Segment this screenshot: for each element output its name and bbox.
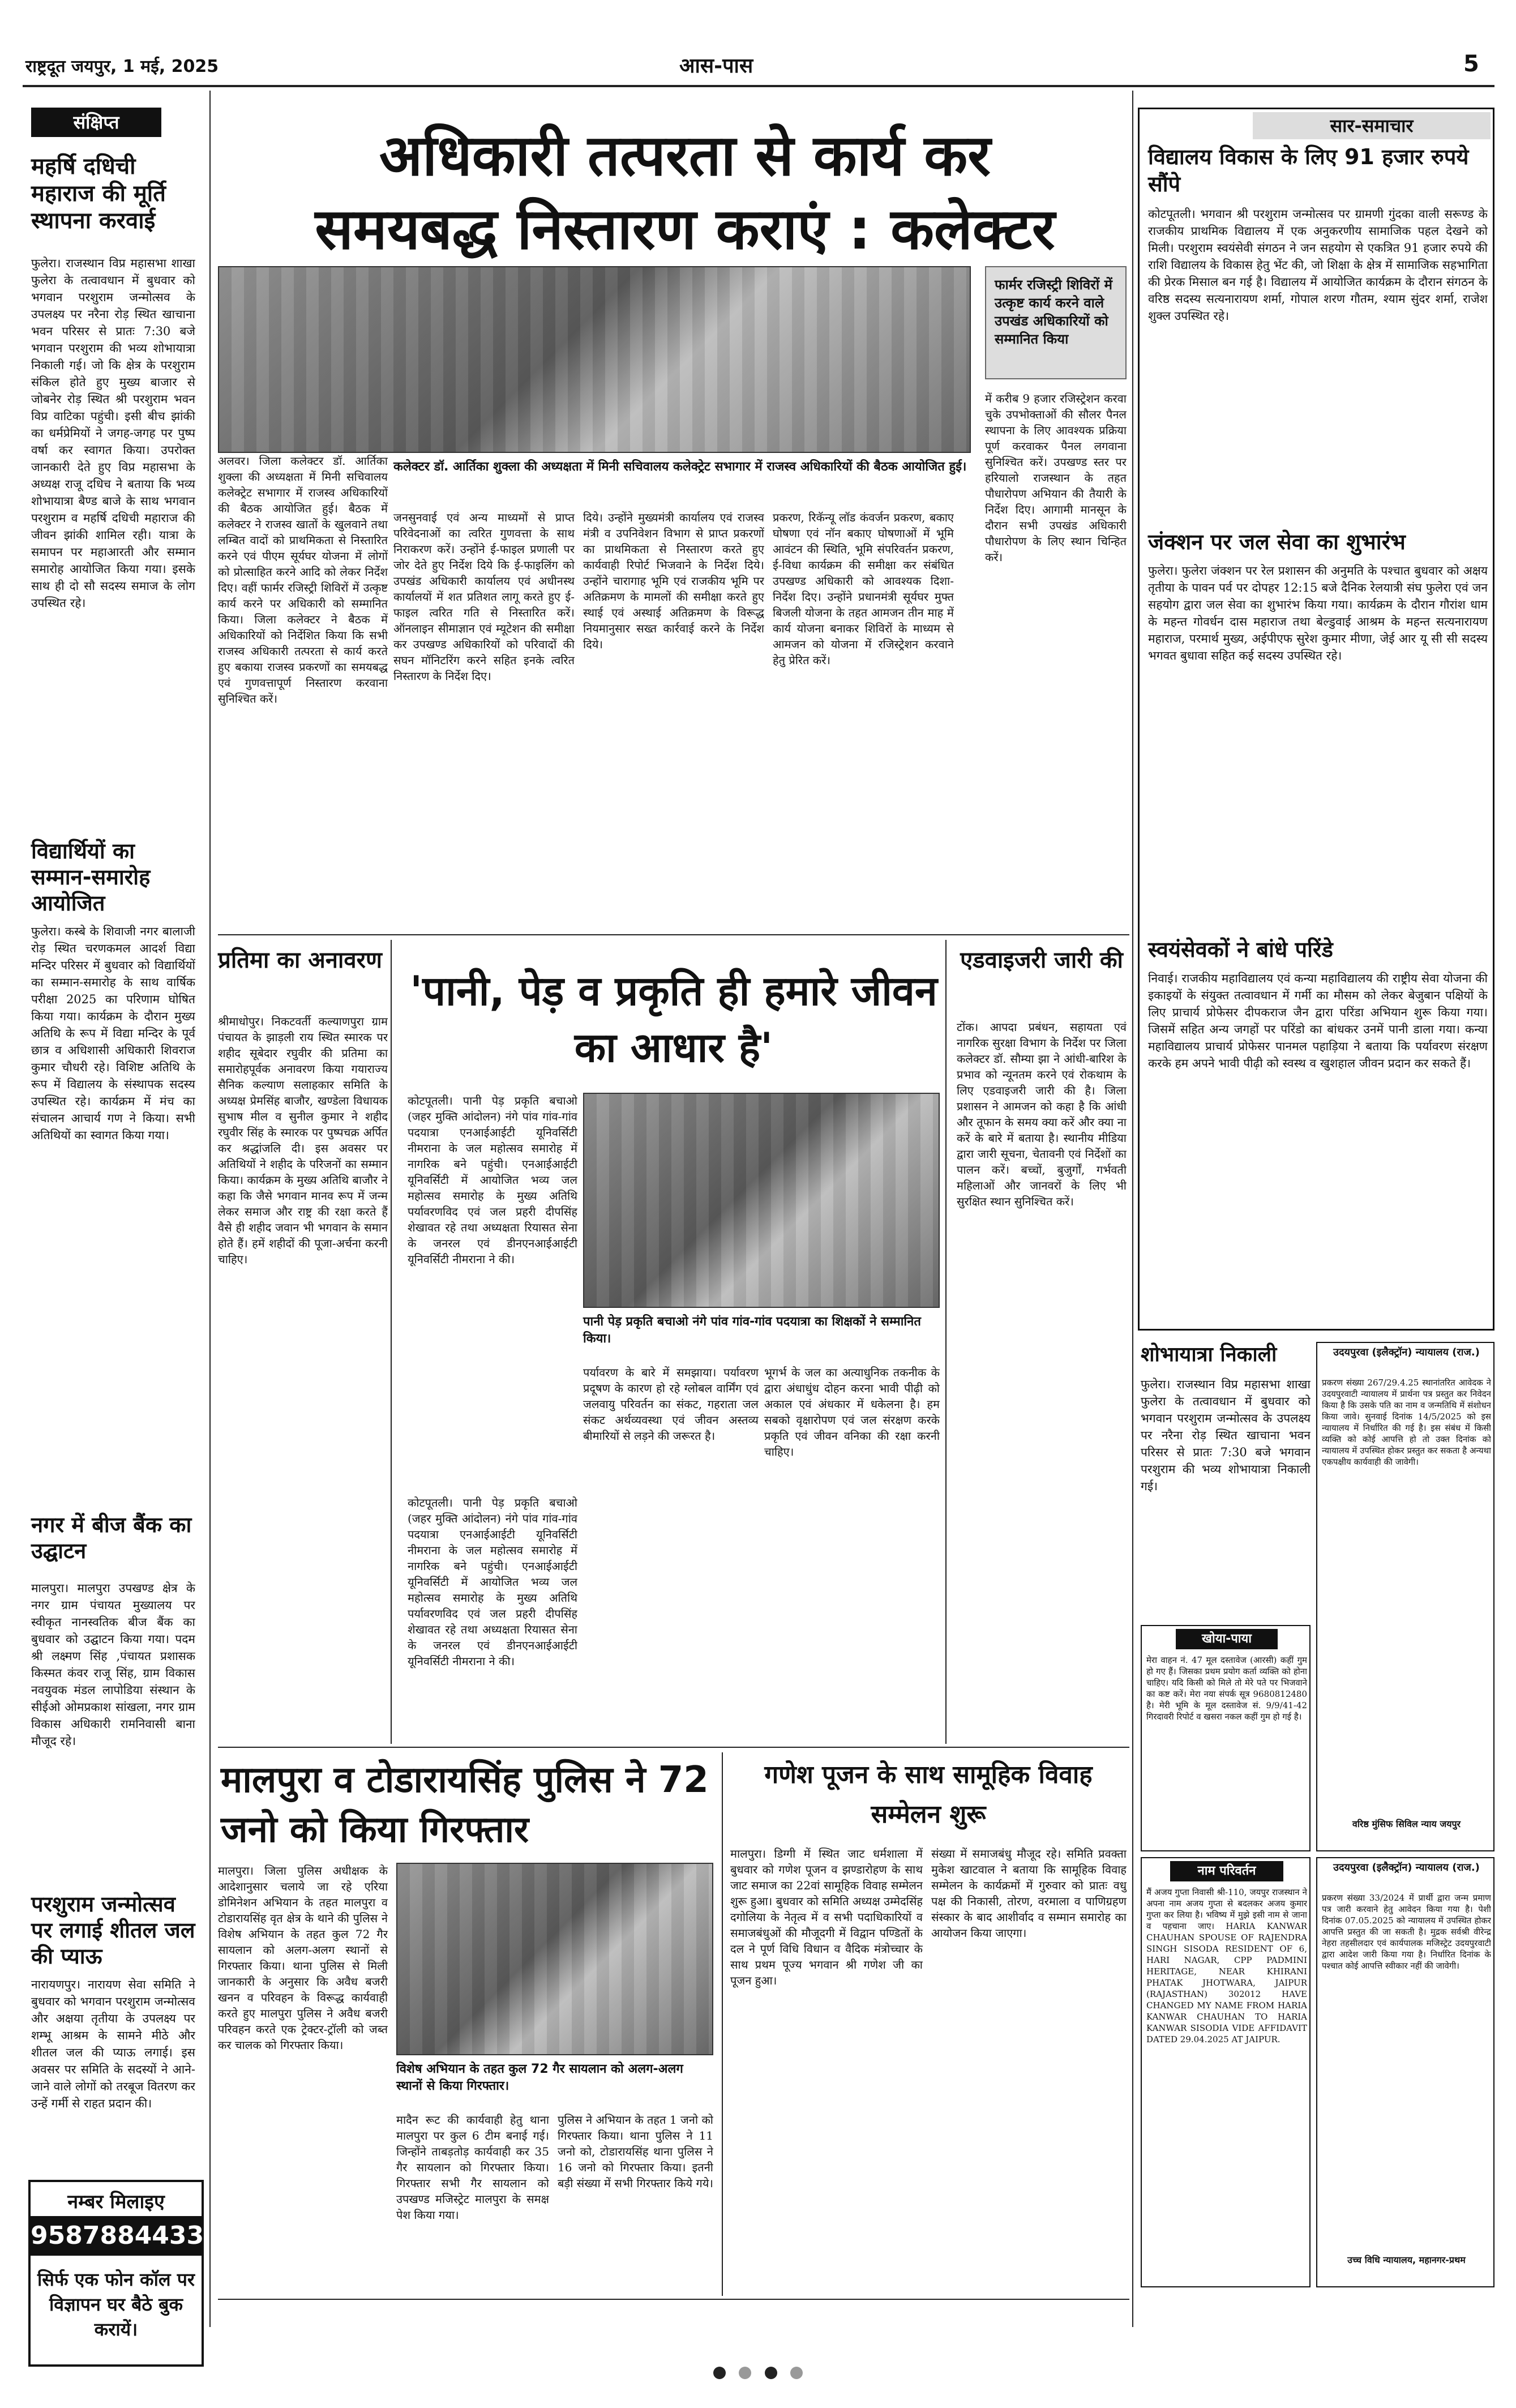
khoya-paya-text: मेरा वाहन नं. 47 मूल दस्तावेज (आरसी) कहीं गुम हो गए हैं। जिसका प्रथम प्रयोग कर्ता व्यक्ति को होना चाहिए। यदि किसी को मिले तो मेरे पते पर भिजवाने का कष्ट करें। मेरा नया संपर्क सूत्र 9680812480 है। मेरी भूमि के मूल दस्तावेज सं. 9/9/41-42 गिरदावरी रिपोर्ट व खसरा नकल कहीं गुम हो गई है। [1146,1655,1307,1722]
malpura-text: मालपुरा। जिला पुलिस अधीक्षक के आदेशानुसार चलाये जा रहे एरिया डोमिनेशन अभियान के तहत मालपुरा व टोडारायसिंह वृत क्षेत्र के थाने की पुलिस ने विशेष अभियान के तहत कुल 72 गैर सायलान को अलग-अलग स्थानों से गिरफ्तार किया। थाना पुलिस से मिली जानकारी के अनुसार कि अवैध बजरी खनन व परिवहन के विरूद्ध कार्यवाही करते हुए मालपुरा पुलिस ने अवैध बजरी परिवहन करते एक ट्रेक्टर-ट्रॉली को जब्त कर चालक को गिरफ्तार किया। [218,1864,388,2052]
court-notice-2-sign: उच्च विधि न्यायालय, महानगर-प्रथम [1347,2255,1466,2265]
ganesh-headline: गणेश पूजन के साथ सामूहिक विवाह सम्मेलन शुरू [764,1760,1093,1829]
khoya-paya-title: खोया-पाया [1176,1629,1278,1649]
header-date: राष्ट्रदूत जयपुर, 1 मई, 2025 [25,57,219,76]
paani-text-4: कोटपूतली। पानी पेड़ प्रकृति बचाओ (जहर मुक्ति आंदोलन) नंगे पांव गांव-गांव पदयात्रा एनआईआईटी यूनिवर्सिटी नीमराना के जल महोत्सव समारोह में नागरिक बने पहुंची। एनआईआईटी यूनिवर्सिटी में आयोजित भव्य जल महोत्सव समारोह के मुख्य अतिथि पर्यावरणविद एवं जल प्रहरी दीपसिंह शेखावत रहे तथा अध्यक्षता रियासत सेना के जनरल एवं डीनएनआईआईटी यूनिवर्सिटी नीमराना ने की। [408,1496,577,1668]
right-section-label: सार-समाचार [1253,112,1491,139]
shobhayatra-text: फुलेरा। राजस्थान विप्र महासभा शाखा फुलेरा के तत्वावधान में बुधवार को भगवान परशुराम जन्मोत्सव के उपलक्ष्य पर नरैना रोड़ स्थित खाचाना भवन परिसर से प्रातः 7:30 बजे भगवान परशुराम की भव्य शोभायात्रा निकाली गई। [1141,1378,1311,1493]
ad-phone: 9587884433 [31,2216,202,2256]
left-body-4: नारायणपुर। नारायण सेवा समिति ने बुधवार को भगवान परशुराम जन्मोत्सव और अक्षया तृतीया के उपलक्ष्य पर शम्भू आश्रम के सामने मीठे और शीतल जल की प्याऊ लगाई। इस अवसर पर समिति के सदस्यों ने आने-जाने वाले लोगों को तरबूज वितरण कर उन्हें गर्मी से राहत प्रदान की। [31,1978,195,2110]
court-notice-2 [1316,1857,1494,2287]
shobhayatra-headline: शोभायात्रा निकाली [1141,1343,1277,1366]
pratima-headline: प्रतिमा का अनावरण [218,947,382,973]
pratima-text: श्रीमाधोपुर। निकटवर्ती कल्याणपुरा ग्राम पंचायत के झाड़ली राय स्थित स्मारक पर शहीद सूबेदार रघुवीर की प्रतिमा का समारोहपूर्वक अनावरण किया गयाराज्य सैनिक कल्याण सलाहकार समिति के अध्यक्ष प्रेमसिंह बाजौर, खण्डेला विधायक सुभाष मील व सुनील कुमार ने शहीद रघुवीर सिंह के स्मारक पर पुष्पचक्र अर्पित कर श्रद्धांजलि दी। इस अवसर पर अतिथियों ने शहीद के परिजनों का सम्मान किया। कार्यक्रम के मुख्य अतिथि बाजौर ने कहा कि जैसे भगवान मानव रूप में जन्म लेकर समाज और राष्ट्र की रक्षा करते हैं वैसे ही शहीद जवान भी भगवान के समान होते हैं। हमें शहीदों की पूजा-अर्चना करनी चाहिए। [218,1015,388,1266]
main-text-4: दिये। उन्होंने मुख्यमंत्री कार्यालय एवं राजस्व मंत्री व उपनिवेशन विभाग से प्राप्त प्रकरणों का प्राथमिकता से निस्तारण करते हुए कार्यवाही रिपोर्ट भिजवाने के निर्देश दिये। उन्होंने चारागाह भूमि एवं राजकीय भूमि पर अतिक्रमण के मामलों की समीक्षा करते हुए स्थाई एवं अस्थाई अतिक्रमण के विरूद्ध नियमानुसार सख्त कार्रवाई करने के निर्देश दिये। [583,511,764,651]
main-text-2: में करीब 9 हजार रजिस्ट्रेशन करवा चुके उपभोक्ताओं की सौलर पैनल स्थापना के लिए आवश्यक प्रक्रिया पूर्ण करवाकर पैनल लगवाना सुनिश्चित करें। उपखण्ड स्तर पर हरियालो राजस्थान के तहत पौधारोपण अभियान की तैयारी के निर्देश दिए। आगामी मानसून के दौरान सभी उपखंड अधिकारी पौधारोपण के लिए स्थान चिन्हित करें। [985,392,1127,564]
right-column [1138,108,1494,1331]
malpura-photo-caption: विशेष अभियान के तहत कुल 72 गैर सायलान को अलग-अलग स्थानों से किया गिरफ्तार। [396,2062,683,2093]
main-text-1: अलवर। जिला कलेक्टर डॉ. आर्तिका शुक्ला की अध्यक्षता में मिनी सचिवालय कलेक्ट्रेट सभागार में राजस्व अधिकारियों की बैठक आयोजित हुई। बैठक में कलेक्टर ने राजस्व खातों के खुलवाने तथा लम्बित वादों को प्राथमिकता से निस्तारित करने एवं पीएम सूर्यघर योजना में लोगों को प्रोत्साहित करने आदि को लेकर निर्देश दिए। वहीं फार्मर रजिस्ट्री शिविरों में उत्कृष्ट कार्य करने पर अधिकारी को सम्मानित किया। जिला कलेक्टर ने बैठक में अधिकारियों को निर्देशित किया कि सभी राजस्व अधिकारी तत्परता से कार्य करते हुए बकाया राजस्व प्रकरणों का समयबद्ध एवं गुणवत्तापूर्ण निस्तारण करवाना सुनिश्चित करें। [218,454,388,705]
court-notice-2-text: प्रकरण संख्या 33/2024 में प्रार्थी द्वारा जन्म प्रमाण पत्र जारी करवाने हेतु आवेदन किया गया है। पेशी दिनांक 07.05.2025 को न्यायालय में उपस्थित होकर आपत्ति प्रस्तुत की जा सकती है। मुद्रक सर्वश्री वीरेन्द्र नेहरा तहसीलदार एवं कार्यपालक मजिस्ट्रेट उदयपुरवाटी द्वारा आदेश जारी किया गया है। निर्धारित दिनांक के पश्चात कोई आपत्ति स्वीकार नहीं की जावेगी। [1322,1893,1491,1971]
footer-dot [790,2367,803,2379]
ad-title: नम्बर मिलाइए [67,2191,165,2213]
page-header [0,0,1516,78]
left-body-3: मालपुरा। मालपुरा उपखण्ड क्षेत्र के नगर ग्राम पंचायत मुख्यालय पर स्वीकृत नानस्वतिक बीज बैंक का बुधवार को उद्घाटन किया गया। पदम श्री लक्ष्मण सिंह ,पंचायत प्रशासक किस्मत कंवर राजू सिंह, ग्राम विकास नवयुवक मंडल लापोडिया संस्थान के सीईओ ओमप्रकाश सांखला, नगर ग्राम विकास अधिकारी रामनिवासी बाना मौजूद रहे। [31,1581,195,1748]
left-headline-1: महर्षि दधिची महाराज की मूर्ति स्थापना करवाई [31,153,166,234]
court-notice-1-sign: वरिष्ठ मुंसिफ सिविल न्याय जयपुर [1352,1819,1461,1829]
right-body-1: कोटपूतली। भगवान श्री परशुराम जन्मोत्सव पर ग्रामणी गुंदका वाली सरूण्ड के राजकीय प्राथमिक विद्यालय में एक अनुकरणीय सामाजिक पहल देखने को मिली। परशुराम स्वयंसेवी संगठन ने जन सहयोग से एकत्रित 91 हजार रुपये की राशि विद्यालय के विकास हेतु भेंट की, जो शिक्षा के क्षेत्र में सामाजिक सहभागिता की प्रेरक मिसाल बन गई है। विद्यालय में आयोजित कार्यक्रम के दौरान संगठन के वरिष्ठ सदस्य सत्यनारायण शर्मा, गोपाल शरण गौतम, श्याम सुंदर शर्मा, राजेश शुक्ल उपस्थित रहे। [1148,207,1488,323]
paani-photo [583,1093,940,1308]
ganesh-text-2: संख्या में समाजबंधु मौजूद रहे। समिति प्रवक्ता मुकेश खाटवाल ने बताया कि सामूहिक विवाह सम्मेलन के कार्यक्रमों में गुरुवार को प्रातः वधु पक्ष की निकासी, तोरण, वरमाला व पाणिग्रहण संस्कार के बाद आशीर्वाद व सम्मान समारोह का आयोजन किया जाएगा। [931,1847,1127,1940]
page-number: 5 [1463,51,1479,77]
section-label: संक्षिप्त [31,108,161,137]
paani-text-3: भूगर्भ के जल का अत्याधुनिक तकनीक के द्वारा अंधाधुंध दोहन करना भावी पीढ़ी को अकाल एवं अंधकार में धकेलना है। हम सबको वृक्षारोपण एवं जल संरक्षण करके प्रकृति एवं जीवन वनिका की रक्षा करनी चाहिए। [764,1366,940,1459]
left-body-1: फुलेरा। राजस्थान विप्र महासभा शाखा फुलेरा के तत्वावधान में बुधवार को भगवान परशुराम जन्मोत्सव के उपलक्ष्य पर नरैना रोड़ स्थित खाचाना भवन परिसर से प्रातः 7:30 बजे भगवान परशुराम की भव्य शोभायात्रा निकाली गई। जो कि क्षेत्र के परशुराम संकिल होते हुए मुख्य बाजार से जोबनेर रोड़ स्थित श्री परशुराम भवन विप्र वाटिका पहुंची। इसी बीच झांकी का धर्मप्रेमियों ने जगह-जगह पर पुष्प वर्षा कर स्वागत किया। उपरोक्त जानकारी देते हुए विप्र महासभा के अध्यक्ष राजू दधिच ने बताया कि भव्य शोभायात्रा बैण्ड बाजे के साथ भगवान परशुराम व महर्षि दधिची महाराज की जीवन झांकी शामिल रही। यात्रा के समापन पर महाआरती और सम्मान समारोह आयोजित किया गया। इसके साथ ही दो सौ सदस्य समाज के लोग उपस्थित रहे। [31,256,195,610]
paani-text: कोटपूतली। पानी पेड़ प्रकृति बचाओ (जहर मुक्ति आंदोलन) नंगे पांव गांव-गांव पदयात्रा एनआईआईटी यूनिवर्सिटी नीमराना के जल महोत्सव समारोह में नागरिक बने पहुंची। एनआईआईटी यूनिवर्सिटी में आयोजित भव्य जल महोत्सव समारोह के मुख्य अतिथि पर्यावरणविद एवं जल प्रहरी दीपसिंह शेखावत रहे तथा अध्यक्षता रियासत सेना के जनरल एवं डीनएनआईआईटी यूनिवर्सिटी नीमराना ने की। [408,1094,577,1266]
left-headline-4: परशुराम जन्मोत्सव पर लगाई शीतल जल की प्याऊ [31,1892,195,1969]
left-headline-2: विद्यार्थियों का सम्मान-समारोह आयोजित [31,839,151,916]
header-section: आस-पास [679,54,753,78]
paani-text-2: पर्यावरण के बारे में समझाया। पर्यावरण प्रदूषण के कारण हो रहे ग्लोबल वार्मिंग एवं जलवायु परिवर्तन का संकट, गहराता जल संकट अर्थव्यवस्था एवं जीवन अस्तव्य बीमारियों से लड़ने की जरूरत है। [583,1366,759,1443]
left-body-2: फुलेरा। कस्बे के शिवाजी नगर बालाजी रोड़ स्थित चरणकमल आदर्श विद्या मन्दिर परिसर में बुधवार को विद्यार्थियों का सम्मान-समारोह के साथ वार्षिक परीक्षा 2025 का परिणाम घोषित किया गया। कार्यक्रम के दौरान मुख्य अतिथि के रूप में विद्या मन्दिर के पूर्व छात्र व अधिशासी अधिकारी शिवराज कुमार चौधरी रहे। विशिष्ट अतिथि के रूप में विद्यालय के संस्थापक सदस्य उपस्थित रहे। कार्यक्रम में मंच का संचालन आचार्य गण ने किया। सभी अतिथियों का स्वागत किया गया। [31,925,195,1142]
left-headline-3: नगर में बीज बैंक का उद्घाटन [31,1512,192,1563]
court-notice-2-title: उदयपुरवा (इलैक्ट्रॉन) न्यायालय (राज.) [1333,1862,1480,1874]
advisory-headline: एडवाइजरी जारी की [960,947,1123,973]
ganesh-text: मालपुरा। डिग्गी में स्थित जाट धर्मशाला में बुधवार को गणेश पूजन व झण्डारोहण के साथ जाट समाज का 22वां सामूहिक विवाह सम्मेलन शुरू हुआ। बुधवार को समिति अध्यक्ष उम्मेदसिंह दगोलिया के नेतृत्व में व सभी पदाधिकारियों व समाजबंधुओं की मौजूदगी में विद्वान पण्डितों के दल ने पूर्ण विधि विधान व वैदिक मंत्रोच्चार के साथ प्रथम पूज्य भगवान श्री गणेश जी का पूजन हुआ। [730,1847,923,1987]
naam-parivartan-text: मैं अजय गुप्ता निवासी श्री-110, जयपुर राजस्थान ने अपना नाम अजय गुप्ता से बदलकर अजय कुमार गुप्ता कर लिया है। भविष्य में मुझे इसी नाम से जाना व पहचाना जाए। HARIA KANWAR CHAUHAN SPOUSE OF RAJENDRA SINGH SISODA RESIDENT OF 6, HARI NAGAR, CPP PADMINI HERITAGE, NEAR KHIRANI PHATAK JHOTWARA, JAIPUR (RAJASTHAN) 302012 HAVE CHANGED MY NAME FROM HARIA KANWAR CHAUHAN TO HARIA KANWAR SISODIA VIDE AFFIDAVIT DATED 29.04.2025 AT JAIPUR. [1146,1887,1307,2045]
right-headline-2: जंक्शन पर जल सेवा का शुभारंभ [1148,529,1406,554]
ad-box [28,2180,204,2367]
court-notice-1-text: प्रकरण संख्या 267/29.4.25 स्थानांतरित आवेदक ने उदयपुरवाटी न्यायालय में प्रार्थना पत्र प्रस्तुत कर निवेदन किया है कि उसके पति का नाम व जन्मतिथि में संशोधन किया जावे। सुनवाई दिनांक 14/5/2025 को इस न्यायालय में निर्धारित की गई है। इस संबंध में किसी व्यक्ति को कोई आपत्ति हो तो उक्त दिनांक को न्यायालय में उपस्थित होकर प्रस्तुत कर सकता है अन्यथा एकपक्षीय कार्यवाही की जावेगी। [1322,1378,1491,1467]
farmer-sidebox [985,266,1127,379]
right-headline-1: विद्यालय विकास के लिए 91 हजार रुपये सौंपे [1148,144,1469,196]
meeting-photo [218,266,971,453]
main-text-5: प्रकरण, रिकॅन्यू लॉड कंवर्जन प्रकरण, बकाए घोषणा एवं नॉन बकाए घोषणाओं में भूमि आवंटन की स्थिति, भूमि संपरिवर्तन प्रकरण, ई-विधा कार्यक्रम की समीक्षा कर संबंधित उपखण्ड अधिकारी को आवश्यक दिशा-निर्देश दिए। उन्होंने प्रधानमंत्री सूर्यघर मुफ्त बिजली योजना के तहत आमजन तीन माह में कार्य योजना बनाकर शिविरों के माध्यम से आमजन को योजना में रजिस्ट्रेशन करवाने हेतु प्रेरित करें। [773,511,954,667]
malpura-headline: मालपुरा व टोडारायसिंह पुलिस ने 72 जनो को किया गिरफ्तार [221,1759,709,1851]
footer-dot [739,2367,751,2379]
main-text-3: जनसुनवाई एवं अन्य माध्यमों से प्राप्त परिवेदनाओं का त्वरित गुणवत्ता के साथ निराकरण करें। उन्होंने ई-फाइल प्रणाली पर जोर देते हुए निर्देश दिये कि ई-फाइलिंग को उपखंड अधिकारी कार्यालय एवं अधीनस्थ कार्यालयों में शत प्रतिशत लागू करते हुए ई-फाइल त्वरित गति से निस्तारित करें। ऑनलाइन सीमाज्ञान एवं म्यूटेशन की समीक्षा कर उपखण्ड अधिकारियों को परिवादों की सघन मॉनिटरिंग करने सहित इनके त्वरित निस्तारण के निर्देश दिए। [393,511,575,683]
samuhik-section [218,2302,1129,2327]
left-column [23,91,204,2340]
meeting-photo-caption: कलेक्टर डॉ. आर्तिका शुक्ला की अध्यक्षता में मिनी सचिवालय कलेक्ट्रेट सभागार में राजस्व अधिकारियों की बैठक आयोजित हुई। [393,460,967,474]
farmer-sidebox-text: फार्मर रजिस्ट्री शिविरों में उत्कृष्ट कार्य करने वाले उपखंड अधिकारियों को सम्मानित किया [995,277,1112,347]
paani-headline: 'पानी, पेड़ व प्रकृति ही हमारे जीवन का आधार है' [410,967,937,1071]
right-body-3: निवाई। राजकीय महाविद्यालय एवं कन्या महाविद्यालय की राष्ट्रीय सेवा योजना की इकाइयों के संयुक्त तत्वावधान में गर्मी का मौसम को लेकर बेजुबान पक्षियों के लिए प्राचार्य प्रोफेसर दीपकराज जैन द्वारा परिंडा अभियान शुरू किया गया। जिसमें सहित अन्य जगहों पर परिंडो का बांधकर उनमें पानी डाला गया। कन्या महाविद्यालय प्राचार्य प्रोफेसर पानमल पहाड़िया ने बताया कि पर्यावरण संरक्षण करके हम अपने भावी पीढ़ी को स्वस्थ व खुशहाल जीवन प्रदान कर सकते हैं। [1148,972,1488,1070]
right-body-2: फुलेरा। फुलेरा जंक्शन पर रेल प्रशासन की अनुमति के पश्चात बुधवार को अक्षय तृतीया के पावन पर्व पर दोपहर 12:15 बजे दैनिक रेलयात्री संघ फुलेरा एवं जन सहयोग द्वारा जल सेवा का शुभारंभ किया गया। कार्यक्रम के दौरान गौरांश धाम के महन्त गोवर्धन दास महाराज तथा बेल्डुवाई आश्रम के महन्त सत्यनारायण महाराज, परमार्थ मुख्य, अईपीएफ सुरेश कुमार मीणा, जेई आर यू सी सी सदस्य भगवत बुधावा सहित कई सदस्य उपस्थित रहे। [1148,564,1488,662]
khoya-paya [1141,1625,1311,1851]
right-headline-3: स्वयंसेवकों ने बांधे परिंडे [1148,937,1333,962]
naam-parivartan [1141,1857,1311,2287]
court-notice-1 [1316,1342,1494,1851]
naam-parivartan-title: नाम परिवर्तन [1170,1861,1283,1881]
paani-photo-caption: पानी पेड़ प्रकृति बचाओ नंगे पांव गांव-गांव पदयात्रा का शिक्षकों ने सम्मानित किया। [583,1315,921,1346]
court-notice-1-title: उदयपुरवा (इलैक्ट्रॉन) न्यायालय (राज.) [1333,1346,1480,1358]
footer-marks [0,2367,1516,2389]
malpura-text-2: मादैन रूट की कार्यवाही हेतु थाना मालपुरा पर कुल 6 टीम बनाई गई। जिन्होंने ताबड़तोड़ कार्यवाही कर 35 गैर सायलान को गिरफ्तार किया। गिरफ्तार सभी गैर सायलान को उपखण्ड मजिस्ट्रेट मालपुरा के समक्ष पेश किया गया। [396,2113,549,2222]
main-headline: अधिकारी तत्परता से कार्य कर समयबद्ध निस्तारण कराएं : कलेक्टर [315,122,1055,262]
malpura-photo [396,1863,713,2055]
ad-text: सिर्फ एक फोन कॉल पर विज्ञापन घर बैठे बुक करायें। [37,2269,195,2340]
malpura-text-3: पुलिस ने अभियान के तहत 1 जनो को गिरफ्तार किया। थाना पुलिस ने 11 जनो को, टोडारायसिंह थाना पुलिस ने 16 जनो को गिरफ्तार किया। इतनी बड़ी संख्या में सभी गिरफ्तार किये गये। [558,2113,713,2190]
advisory-text: टोंक। आपदा प्रबंधन, सहायता एवं नागरिक सुरक्षा विभाग के निर्देश पर जिला कलेक्टर डॉ. सौम्या झा ने आंधी-बारिश के प्रभाव को न्यूनतम करने एवं रोकथाम के लिए एडवाइजरी जारी की है। जिला प्रशासन ने आमजन को कहा है कि आंधी और तूफान के समय क्या करें और क्या ना करें के बारे में बताया है। स्थानीय मीडिया द्वारा जारी सूचना, चेतावनी एवं निर्देशों का पालन करें। बच्चों, बुजुर्गों, गर्भवती महिलाओं और जानवरों के लिए भी सुरक्षित स्थान सुनिश्चित करें। [957,1020,1127,1208]
footer-dot [765,2367,777,2379]
footer-dot [713,2367,726,2379]
